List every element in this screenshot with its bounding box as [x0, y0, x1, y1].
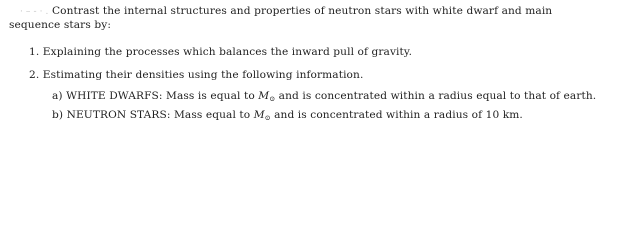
sub-item-label: b) — [52, 109, 64, 121]
question-intro-continued: sequence stars by: — [9, 19, 111, 31]
question-intro — [20, 5, 552, 19]
list-item-1 — [29, 46, 412, 59]
sub-item-text-before: WHITE DWARFS: Mass is equal to — [66, 90, 255, 102]
faint-marks: · – - · . — [20, 7, 49, 17]
list-item-text: Estimating their densities using the following information. — [42, 69, 364, 81]
list-item-number: 2. — [29, 69, 40, 81]
sub-item-label: a) — [52, 90, 63, 102]
sub-item-a — [52, 90, 596, 106]
sub-item-text-after: and is concentrated within a radius equal to that of earth. — [278, 90, 597, 102]
sub-item-text-before: NEUTRON STARS: Mass equal to — [66, 109, 251, 121]
sun-subscript: ⊙ — [269, 95, 276, 103]
sub-item-text-after: and is concentrated within a radius of 10 km. — [274, 109, 523, 121]
solar-mass-symbol: $M_⊙$ — [258, 90, 276, 103]
solar-mass-symbol: $M_⊙$ — [253, 109, 271, 122]
list-item-text: Explaining the processes which balances the inward pull of gravity. — [42, 46, 413, 58]
list-item-2 — [29, 69, 363, 82]
question-intro-text: Contrast the internal structures and properties of neutron stars with white dwarf and main — [51, 5, 553, 17]
sun-subscript: ⊙ — [264, 114, 271, 122]
sub-item-b — [52, 109, 523, 125]
list-item-number: 1. — [29, 46, 40, 58]
